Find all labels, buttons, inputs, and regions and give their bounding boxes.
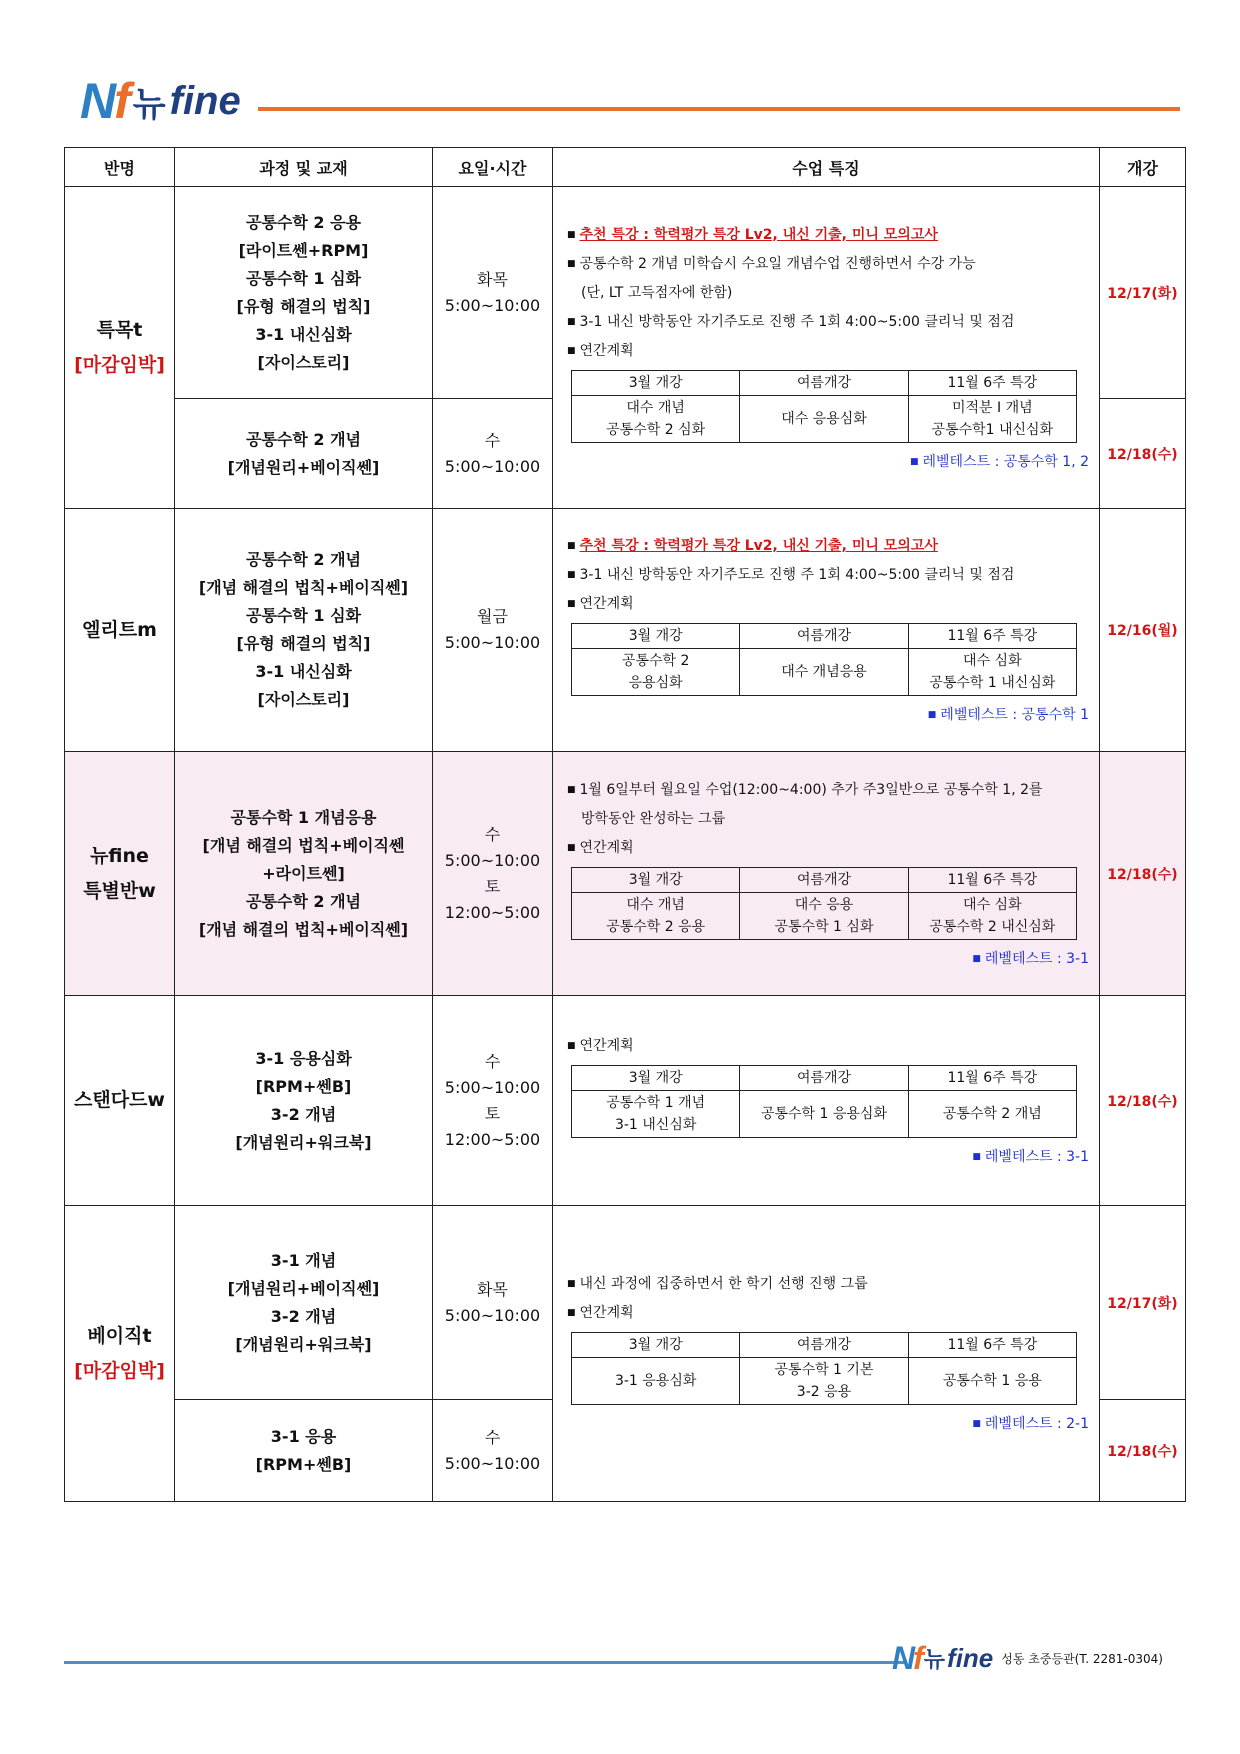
time-cell: 화목 5:00~10:00 (433, 187, 553, 399)
recommended-special: 추천 특강 : 학력평가 특강 Lv2, 내신 기출, 미니 모의고사 (579, 538, 938, 554)
table-row (65, 752, 1186, 996)
class-name-cell (65, 752, 175, 996)
brand-en: fine (947, 1643, 994, 1673)
open-date: 12/17(화) (1100, 187, 1186, 399)
course-cell: 공통수학 2 응용 [라이트쎈+RPM] 공통수학 1 심화 [유형 해결의 법칙] 3-1 내신심화 [자이스토리] (175, 187, 433, 399)
table-row (65, 509, 1186, 752)
course-cell: 3-1 응용심화 [RPM+쎈B] 3-2 개념 [개념원리+워크북] (175, 996, 433, 1206)
brand-ko: 뉴 (923, 1648, 946, 1673)
course-cell: 공통수학 2 개념 [개념 해결의 법칙+베이직쎈] 공통수학 1 심화 [유형 해결의 법칙] 3-1 내신심화 [자이스토리] (175, 509, 433, 752)
time-cell: 수 5:00~10:00 (433, 1400, 553, 1502)
header-rule (258, 107, 1180, 111)
open-date: 12/18(수) (1100, 996, 1186, 1206)
level-test: ■ 레벨테스트 : 공통수학 1 (927, 707, 1089, 723)
time-cell: 수 5:00~10:00 토 12:00~5:00 (433, 996, 553, 1206)
deadline-badge: [마감임박] (74, 353, 165, 376)
class-name-cell (65, 187, 175, 509)
open-date: 12/18(수) (1100, 1400, 1186, 1502)
level-test: ■ 레벨테스트 : 2-1 (972, 1416, 1089, 1432)
table-row (65, 1206, 1186, 1400)
class-name: 특목t (96, 319, 143, 342)
feature-cell: ■ 연간계획 3월 개강 여름개강 11월 6주 특강 공통수학 1 개념 3-1 내신심화 공통수학 1 응용심화 공통수학 2 개념 ■ 레벨테스트 : 3-1 (553, 996, 1100, 1206)
class-name: 엘리트m (82, 618, 157, 641)
open-date: 12/17(화) (1100, 1206, 1186, 1400)
class-name-cell (65, 509, 175, 752)
col-header-time: 요일·시간 (433, 148, 553, 187)
annual-plan-table: 3월 개강 여름개강 11월 6주 특강 공통수학 1 개념 3-1 내신심화 공통수학 1 응용심화 공통수학 2 개념 (571, 1065, 1077, 1138)
level-test: ■ 레벨테스트 : 3-1 (972, 1148, 1089, 1165)
feature-cell: ■ 내신 과정에 집중하면서 한 학기 선행 진행 그룹 ■ 연간계획 3월 개강 여름개강 11월 6주 특강 3-1 응용심화 공통수학 1 기본 3-2 응용 공통수학 1 응용 ■ 레벨테스트 : 2-1 (553, 1206, 1100, 1502)
course-cell: 공통수학 1 개념응용 [개념 해결의 법칙+베이직쎈 +라이트쎈] 공통수학 2 개념 [개념 해결의 법칙+베이직쎈] (175, 752, 433, 996)
class-name: 스탠다드w (74, 1089, 165, 1112)
brand-mark: Nf (892, 1640, 922, 1676)
annual-plan-table: 3월 개강 여름개강 11월 6주 특강 공통수학 2 응용심화 대수 개념응용 대수 심화 공통수학 1 내신심화 (571, 623, 1077, 696)
footer-logo (892, 1640, 1163, 1677)
course-cell: 3-1 응용 [RPM+쎈B] (175, 1400, 433, 1502)
brand-mark: Nf (80, 73, 129, 129)
feature-cell: ■ 추천 특강 : 학력평가 특강 Lv2, 내신 기출, 미니 모의고사 ■ 3-1 내신 방학동안 자기주도로 진행 주 1회 4:00~5:00 클리닉 및 점검 ■ 연간계획 3월 개강 여름개강 11월 6주 특강 공통수학 2 응용심화 대수 개념응용 대수 심화 공통수학 1 내신심화 ■ 레벨테스트 : 공통수학 1 (553, 509, 1100, 752)
class-name: 뉴fine (90, 845, 149, 868)
table-row (65, 996, 1186, 1206)
level-test: ■ 레벨테스트 : 3-1 (972, 950, 1089, 967)
header-row (65, 148, 1186, 187)
time-cell: 화목 5:00~10:00 (433, 1206, 553, 1400)
deadline-badge: [마감임박] (74, 1359, 165, 1382)
feature-cell: ■ 추천 특강 : 학력평가 특강 Lv2, 내신 기출, 미니 모의고사 ■ 공통수학 2 개념 미학습시 수요일 개념수업 진행하면서 수강 가능 (단, LT 고득점자에 한함) ■ 3-1 내신 방학동안 자기주도로 진행 주 1회 4:00~5:00 클리닉 및 점검 ■ 연간계획 3월 개강 여름개강 11월 6주 특강 대수 개념 공통수학 2 심화 대수 응용심화 미적분 Ⅰ 개념 공통수학1 내신심화 ■ 레벨테스트 : 공통수학 1, 2 (553, 187, 1100, 509)
brand-en: fine (169, 78, 241, 123)
schedule-table (64, 147, 1186, 1502)
annual-plan-table: 3월 개강 여름개강 11월 6주 특강 대수 개념 공통수학 2 응용 대수 응용 공통수학 1 심화 대수 심화 공통수학 2 내신심화 (571, 867, 1077, 940)
recommended-special: 추천 특강 : 학력평가 특강 Lv2, 내신 기출, 미니 모의고사 (579, 226, 938, 243)
class-name-cell (65, 1206, 175, 1502)
col-header-class: 반명 (65, 148, 175, 187)
time-cell: 수 5:00~10:00 (433, 399, 553, 509)
time-cell: 월금 5:00~10:00 (433, 509, 553, 752)
course-cell: 공통수학 2 개념 [개념원리+베이직쎈] (175, 399, 433, 509)
course-cell: 3-1 개념 [개념원리+베이직쎈] 3-2 개념 [개념원리+워크북] (175, 1206, 433, 1400)
annual-plan-table: 3월 개강 여름개강 11월 6주 특강 대수 개념 공통수학 2 심화 대수 응용심화 미적분 Ⅰ 개념 공통수학1 내신심화 (571, 370, 1077, 443)
class-name-sub: 특별반w (83, 879, 156, 902)
brand-ko: 뉴 (132, 84, 166, 125)
footer-rule (64, 1661, 904, 1664)
level-test: ■ 레벨테스트 : 공통수학 1, 2 (909, 453, 1089, 470)
brand-logo (80, 72, 241, 130)
open-date: 12/16(월) (1100, 509, 1186, 752)
feature-cell: ■ 1월 6일부터 월요일 수업(12:00~4:00) 추가 주3일반으로 공통수학 1, 2를 방학동안 완성하는 그룹 ■ 연간계획 3월 개강 여름개강 11월 6주 특강 대수 개념 공통수학 2 응용 대수 응용 공통수학 1 심화 대수 심화 공통수학 2 내신심화 ■ 레벨테스트 : 3-1 (553, 752, 1100, 996)
branch-contact: 성동 초중등관(T. 2281-0304) (1001, 1652, 1163, 1666)
col-header-feature: 수업 특징 (553, 148, 1100, 187)
table-row (65, 187, 1186, 399)
annual-plan-table: 3월 개강 여름개강 11월 6주 특강 3-1 응용심화 공통수학 1 기본 3-2 응용 공통수학 1 응용 (571, 1332, 1077, 1405)
open-date: 12/18(수) (1100, 399, 1186, 509)
col-header-course: 과정 및 교재 (175, 148, 433, 187)
open-date: 12/18(수) (1100, 752, 1186, 996)
class-name: 베이직t (87, 1325, 152, 1348)
col-header-open: 개강 (1100, 148, 1186, 187)
time-cell: 수 5:00~10:00 토 12:00~5:00 (433, 752, 553, 996)
class-name-cell (65, 996, 175, 1206)
